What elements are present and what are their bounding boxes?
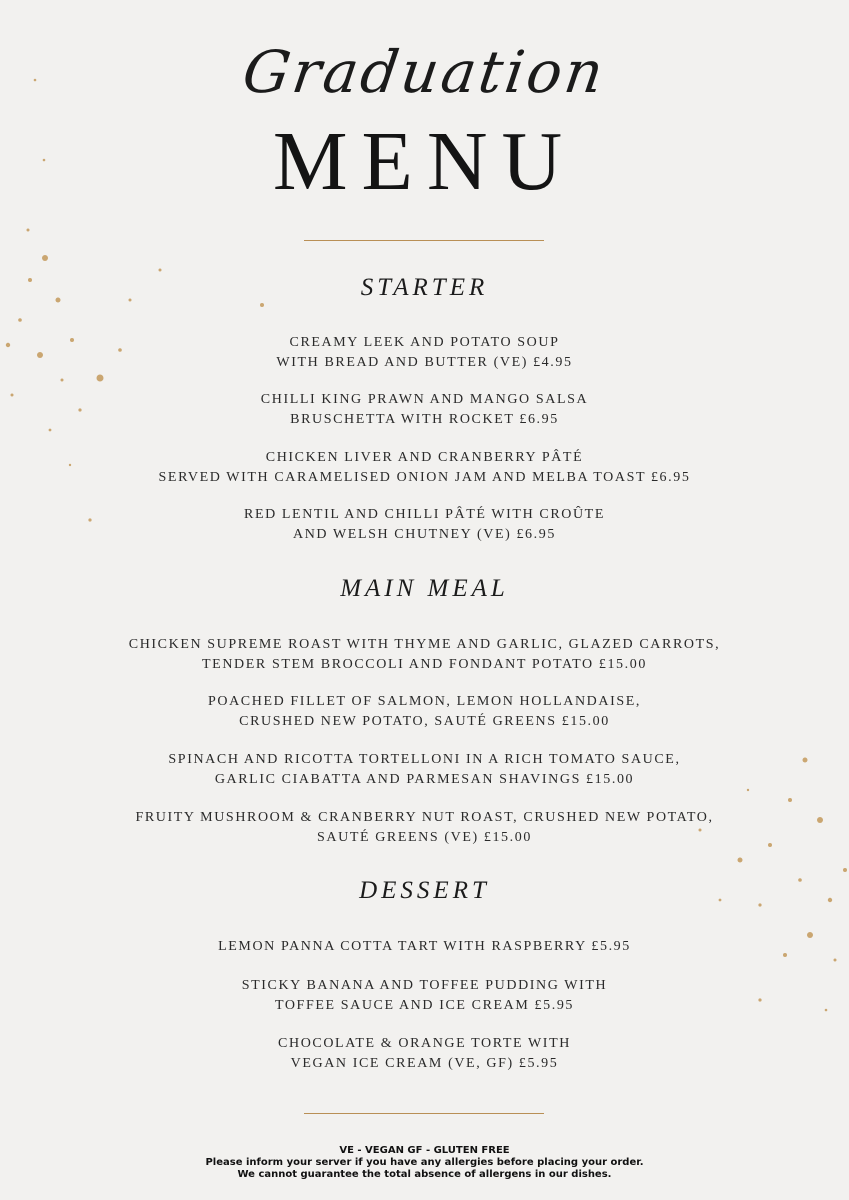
section-title-main-meal: MAIN MEAL xyxy=(340,575,509,602)
menu-item-line: CHOCOLATE & ORANGE TORTE WITH xyxy=(278,1036,571,1051)
menu-item xyxy=(0,976,849,1016)
menu-item-line: GARLIC CIABATTA AND PARMESAN SHAVINGS £15.00 xyxy=(214,772,635,787)
allergen-footer xyxy=(0,1145,849,1181)
menu-item xyxy=(0,390,849,430)
allergen-disclaimer: We cannot guarantee the total absence of allergens in our dishes. xyxy=(237,1169,612,1180)
menu-item-line: POACHED FILLET OF SALMON, LEMON HOLLANDAISE, xyxy=(208,694,641,709)
menu-item xyxy=(0,1034,849,1074)
menu-item xyxy=(0,635,849,675)
menu-item xyxy=(0,808,849,848)
menu-item-line: WITH BREAD AND BUTTER (VE) £4.95 xyxy=(276,355,573,370)
menu-item-line: FRUITY MUSHROOM & CRANBERRY NUT ROAST, CRUSHED NEW POTATO, xyxy=(135,810,714,825)
bottom-divider xyxy=(304,1113,544,1114)
menu-item-line: CHICKEN LIVER AND CRANBERRY PÂTÉ xyxy=(265,450,584,465)
script-title: Graduation xyxy=(238,38,611,106)
menu-item-line: SERVED WITH CARAMELISED ONION JAM AND MELBA TOAST £6.95 xyxy=(158,470,691,485)
allergy-notice: Please inform your server if you have any allergies before placing your order. xyxy=(205,1157,644,1168)
menu-item-line: BRUSCHETTA WITH ROCKET £6.95 xyxy=(290,412,559,427)
menu-item xyxy=(0,505,849,545)
menu-item-line: CREAMY LEEK AND POTATO SOUP xyxy=(289,335,560,350)
menu-item xyxy=(0,333,849,373)
menu-item-line: SAUTÉ GREENS (VE) £15.00 xyxy=(317,830,532,845)
menu-item-line: RED LENTIL AND CHILLI PÂTÉ WITH CROÛTE xyxy=(244,507,605,522)
menu-item-line: TENDER STEM BROCCOLI AND FONDANT POTATO £15.00 xyxy=(202,657,647,672)
menu-item-line: TOFFEE SAUCE AND ICE CREAM £5.95 xyxy=(274,998,575,1013)
menu-item-line: CHICKEN SUPREME ROAST WITH THYME AND GARLIC, GLAZED CARROTS, xyxy=(128,637,721,652)
section-title-starter: STARTER xyxy=(360,274,489,301)
menu-item xyxy=(0,937,849,957)
menu-item-line: VEGAN ICE CREAM (VE, GF) £5.95 xyxy=(290,1056,559,1071)
menu-item xyxy=(0,692,849,732)
menu-item-line: LEMON PANNA COTTA TART WITH RASPBERRY £5.95 xyxy=(218,939,631,954)
menu-item-line: CHILLI KING PRAWN AND MANGO SALSA xyxy=(260,392,589,407)
page-title: MENU xyxy=(272,115,577,208)
menu-item-line: STICKY BANANA AND TOFFEE PUDDING WITH xyxy=(241,978,608,993)
menu-item xyxy=(0,750,849,790)
menu-item-line: CRUSHED NEW POTATO, SAUTÉ GREENS £15.00 xyxy=(239,714,610,729)
menu-item-line: SPINACH AND RICOTTA TORTELLONI IN A RICH TOMATO SAUCE, xyxy=(168,752,681,767)
menu-item-line: AND WELSH CHUTNEY (VE) £6.95 xyxy=(293,527,556,542)
menu-item xyxy=(0,448,849,488)
dietary-legend: VE - VEGAN GF - GLUTEN FREE xyxy=(339,1145,510,1156)
section-title-dessert: DESSERT xyxy=(359,877,490,904)
top-divider xyxy=(304,240,544,241)
